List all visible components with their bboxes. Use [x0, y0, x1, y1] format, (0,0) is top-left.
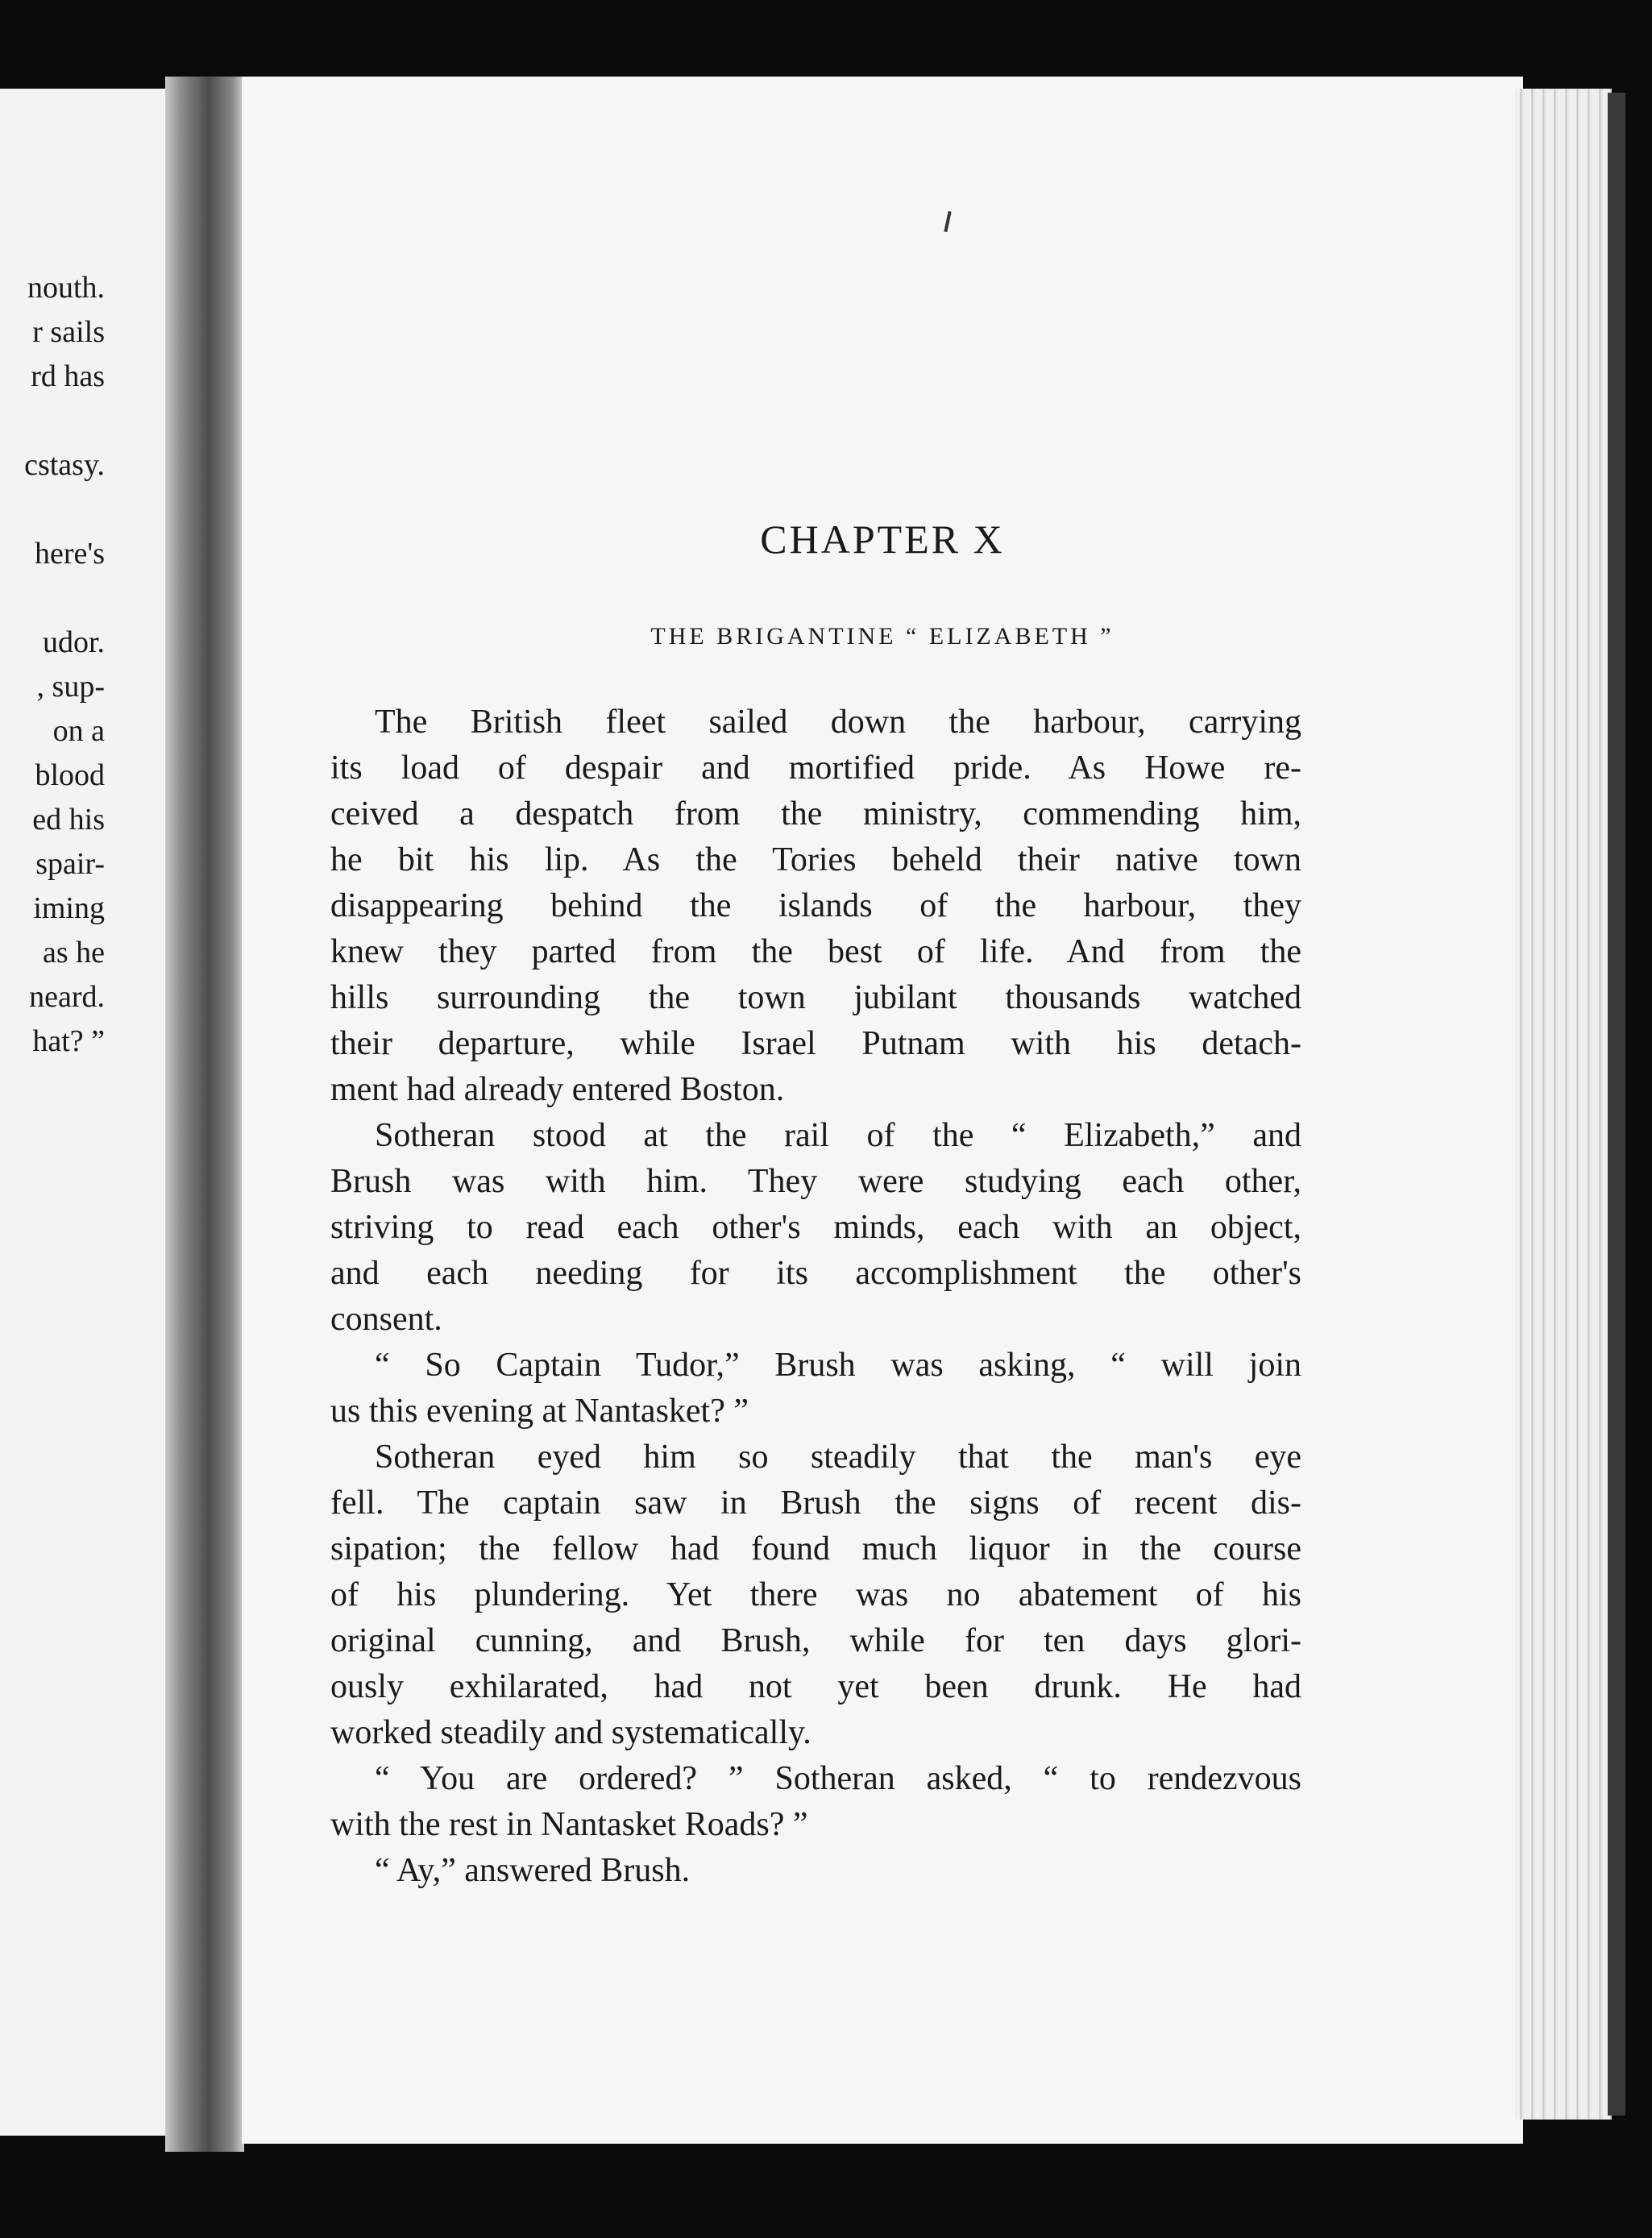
text-line: Brush was with him. They were studying each other, — [330, 1163, 1301, 1200]
left-fragment: , sup- — [36, 670, 105, 704]
text-line: Sotheran stood at the rail of the “ Elizabeth,” and — [375, 1117, 1301, 1154]
text-line: fell. The captain saw in Brush the signs of recent dis- — [330, 1484, 1301, 1522]
left-page-text-fragments — [0, 266, 105, 1064]
text-line: ously exhilarated, had not yet been drunk. He had — [330, 1668, 1301, 1705]
left-fragment: cstasy. — [24, 448, 105, 482]
text-line: hills surrounding the town jubilant thousands watched — [330, 979, 1301, 1016]
left-fragment: here's — [34, 537, 105, 571]
text-line: with the rest in Nantasket Roads? ” — [330, 1806, 808, 1843]
left-fragment: r sails — [32, 315, 105, 349]
text-line: us this evening at Nantasket? ” — [330, 1393, 749, 1430]
page-edges — [1515, 89, 1612, 2120]
paragraph — [330, 1848, 1301, 1894]
text-line: striving to read each other's minds, each with an object, — [330, 1209, 1301, 1246]
text-line: Sotheran eyed him so steadily that the man's eye — [375, 1439, 1301, 1476]
paragraph — [330, 1435, 1301, 1756]
chapter-body — [330, 700, 1301, 1894]
left-fragment: on a — [52, 714, 105, 748]
text-line: he bit his lip. As the Tories beheld their native town — [330, 841, 1301, 878]
text-line: of his plundering. Yet there was no abatement of his — [330, 1576, 1301, 1613]
text-line: ceived a despatch from the ministry, commending him, — [330, 795, 1301, 833]
text-line: their departure, while Israel Putnam with his detach- — [330, 1025, 1301, 1062]
left-fragment-gap — [0, 488, 105, 532]
left-fragment: rd has — [31, 359, 105, 393]
paragraph — [330, 1343, 1301, 1435]
book-spine-shadow — [165, 77, 244, 2152]
text-line: ment had already entered Boston. — [330, 1071, 785, 1108]
left-fragment-gap — [0, 399, 105, 443]
paragraph — [330, 1756, 1301, 1848]
text-line: worked steadily and systematically. — [330, 1714, 811, 1751]
chapter-number: CHAPTER X — [760, 517, 1005, 562]
left-fragment: blood — [35, 758, 105, 792]
left-fragment-gap — [0, 576, 105, 621]
text-line: “ You are ordered? ” Sotheran asked, “ to rendezvous — [375, 1760, 1301, 1797]
text-line: original cunning, and Brush, while for ten days glori- — [330, 1622, 1301, 1659]
left-fragment: hat? ” — [32, 1024, 105, 1058]
cover-edge — [1608, 93, 1625, 2116]
text-line: its load of despair and mortified pride. As Howe re- — [330, 749, 1301, 787]
paragraph — [330, 1113, 1301, 1343]
text-line: disappearing behind the islands of the harbour, they — [330, 887, 1301, 924]
paragraph — [330, 700, 1301, 1113]
left-fragment: ed his — [32, 803, 105, 837]
text-line: The British fleet sailed down the harbour, carrying — [375, 704, 1301, 741]
text-line: sipation; the fellow had found much liquor in the course — [330, 1530, 1301, 1567]
text-line: consent. — [330, 1301, 442, 1338]
left-fragment: spair- — [35, 847, 105, 881]
left-fragment: udor. — [42, 625, 105, 659]
left-fragment: iming — [33, 891, 105, 925]
left-fragment: neard. — [29, 980, 105, 1014]
left-fragment: nouth. — [27, 271, 105, 305]
text-line: knew they parted from the best of life. And from the — [330, 933, 1301, 970]
left-fragment: as he — [42, 936, 105, 970]
text-line: “ So Captain Tudor,” Brush was asking, “ will join — [375, 1347, 1301, 1384]
chapter-title: THE BRIGANTINE “ ELIZABETH ” — [650, 623, 1114, 650]
text-line: and each needing for its accomplishment the other's — [330, 1255, 1301, 1292]
text-line: “ Ay,” answered Brush. — [375, 1852, 691, 1889]
